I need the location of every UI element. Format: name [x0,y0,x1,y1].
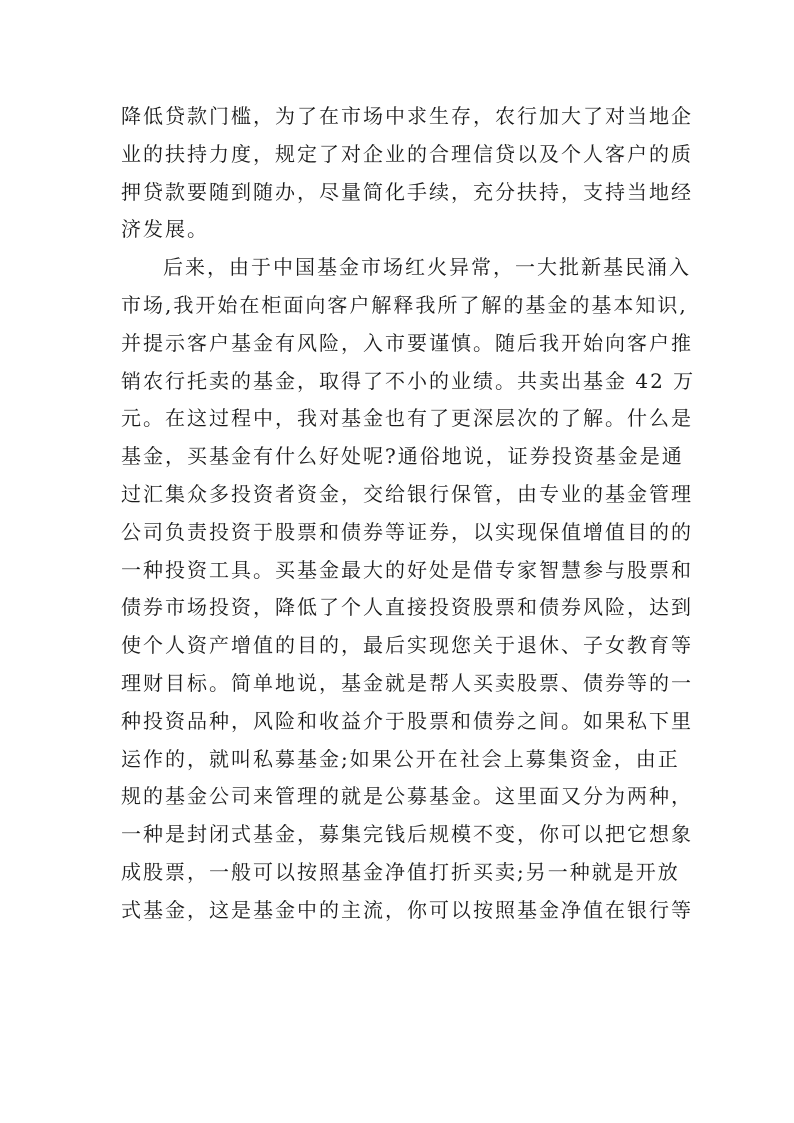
paragraph-1-line: 押贷款要随到随办，尽量简化手续，充分扶持，支持当地经 [121,179,693,204]
paragraph-2-line: 式基金，这是基金中的主流，你可以按照基金净值在银行等 [121,897,693,922]
paragraph-2-line: 并提示客户基金有风险，入市要谨慎。随后我开始向客户推 [121,330,693,355]
paragraph-1-line: 降低贷款门槛，为了在市场中求生存，农行加大了对当地企 [121,104,693,128]
paragraph-1-line: 济发展。 [121,217,209,242]
paragraph-2-line: 使个人资产增值的目的，最后实现您关于退休、子女教育等 [121,633,693,658]
paragraph-2-line: 基金，买基金有什么好处呢?通俗地说，证券投资基金是通 [121,444,684,469]
paragraph-2-line: 规的基金公司来管理的就是公募基金。这里面又分为两种， [121,784,693,809]
paragraph-2-line: 一种是封闭式基金，募集完钱后规模不变，你可以把它想象 [121,822,693,847]
paragraph-2-line: 成股票，一般可以按照基金净值打折买卖;另一种就是开放 [121,859,680,884]
paragraph-2-line: 债券市场投资，降低了个人直接投资股票和债券风险，达到 [121,595,693,620]
paragraph-1-line: 业的扶持力度，规定了对企业的合理信贷以及个人客户的质 [121,141,693,166]
paragraph-2-line: 种投资品种，风险和收益介于股票和债券之间。如果私下里 [121,708,693,733]
paragraph-2-line: 一种投资工具。买基金最大的好处是借专家智慧参与股票和 [121,557,693,582]
paragraph-2-line: 运作的，就叫私募基金;如果公开在社会上募集资金，由正 [121,746,680,771]
paragraph-2-line: 市场,我开始在柜面向客户解释我所了解的基金的基本知识, [121,292,688,317]
paragraph-2-line: 公司负责投资于股票和债券等证券，以实现保值增值目的的 [121,519,693,544]
paragraph-2-line: 理财目标。简单地说，基金就是帮人买卖股票、债券等的一 [121,670,693,695]
paragraph-2-line: 销农行托卖的基金，取得了不小的业绩。共卖出基金 42 万 [121,368,696,393]
paragraph-2-line: 后来，由于中国基金市场红火异常，一大批新基民涌入 [163,255,691,280]
paragraph-2-line: 过汇集众多投资者资金，交给银行保管，由专业的基金管理 [121,481,693,506]
paragraph-2-line: 元。在这过程中，我对基金也有了更深层次的了解。什么是 [121,406,693,431]
body-text [121,98,696,930]
